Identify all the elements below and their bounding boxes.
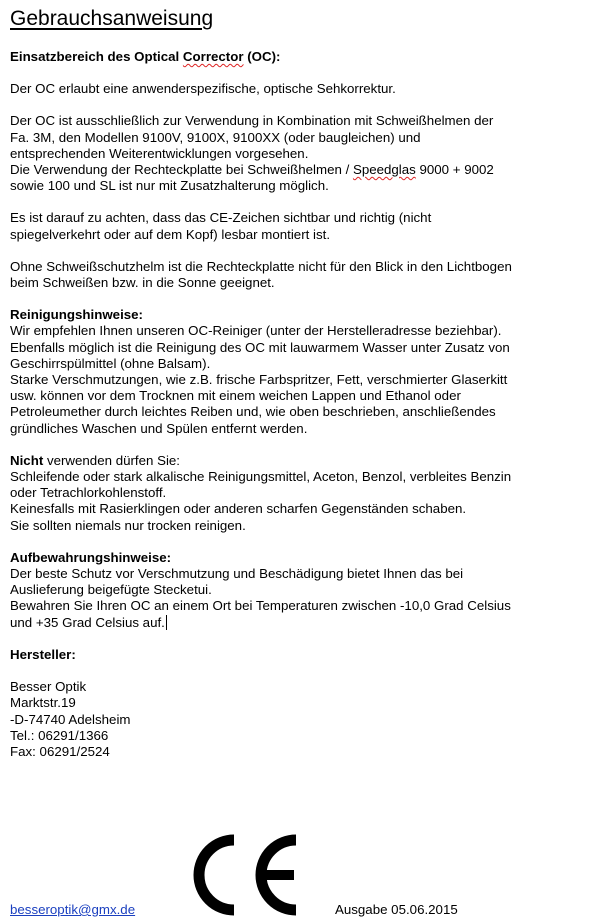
paragraph: Es ist darauf zu achten, dass das CE-Zeichen sichtbar und richtig (nicht spiegelverkehrt oder auf dem Kopf) lesbar montiert ist. <box>10 210 432 242</box>
section-heading-reinigung: Reinigungshinweise: <box>10 307 143 323</box>
paragraph: Der OC ist ausschließlich zur Verwendung in Kombination mit Schweißhelmen der Fa. 3M, den Modellen 9100V, 9100X, 9100XX (oder baugleichen) und entsprechenden Weiterentwicklungen vorgesehen. Die Verwendung der Rechteckplatte bei Schweißhelmen / Speedglas 9000 + 9002 sowie 100 und SL ist nur mit Zusatzhalterung möglich. <box>10 113 494 194</box>
page-title: Gebrauchsanweisung <box>10 7 214 30</box>
section-heading-einsatz: Einsatzbereich des Optical Corrector (OC): <box>10 49 281 64</box>
section-heading-nicht: Nicht verwenden dürfen Sie: <box>10 452 180 468</box>
ce-mark-icon <box>186 832 304 918</box>
section-heading-aufbewahrung: Aufbewahrungshinweise: <box>10 549 172 565</box>
section-heading-hersteller: Hersteller: <box>10 646 76 662</box>
manufacturer-address: Besser Optik Marktstr.19 -D-74740 Adelsheim Tel.: 06291/1366 Fax: 06291/2524 <box>10 679 131 759</box>
paragraph: Der beste Schutz vor Verschmutzung und Beschädigung bietet Ihnen das bei Auslieferung beigefügte Stecketui. Bewahren Sie Ihren OC an einem Ort bei Temperaturen zwischen -10,0 Grad Celsius und +35 Grad Celsius auf. <box>10 566 511 630</box>
email-link[interactable]: besseroptik@gmx.de <box>10 902 136 917</box>
paragraph: Der OC erlaubt eine anwenderspezifische, optische Sehkorrektur. <box>10 81 396 97</box>
paragraph: Schleifende oder stark alkalische Reinigungsmittel, Aceton, Benzol, verbleites Benzin oder Tetrachlorkohlenstoff. Keinesfalls mit Rasierklingen oder anderen scharfen Gegenständen schaben. Sie sollten niemals nur trocken reinigen. <box>10 469 512 533</box>
paragraph: Wir empfehlen Ihnen unseren OC-Reiniger (unter der Herstelleradresse beziehbar). Ebenfalls möglich ist die Reinigung des OC mit lauwarmem Wasser unter Zusatz von Geschirrspülmittel (ohne Balsam). Starke Verschmutzungen, wie z.B. frische Farbspritzer, Fett, verschmierter Glaserkitt usw. können vor dem Trocknen mit einem weichen Lappen und Ethanol oder Petroleumether durch leichtes Reiben und, wie oben beschrieben, anschließendes gründliches Waschen und Spülen entfernt werden. <box>10 323 510 436</box>
paragraph: Ohne Schweißschutzhelm ist die Rechteckplatte nicht für den Blick in den Lichtbogen beim Schweißen bzw. in die Sonne geeignet. <box>10 258 512 291</box>
issue-date: Ausgabe 05.06.2015 <box>335 902 458 917</box>
document-body <box>10 6 598 760</box>
footer <box>10 828 590 920</box>
